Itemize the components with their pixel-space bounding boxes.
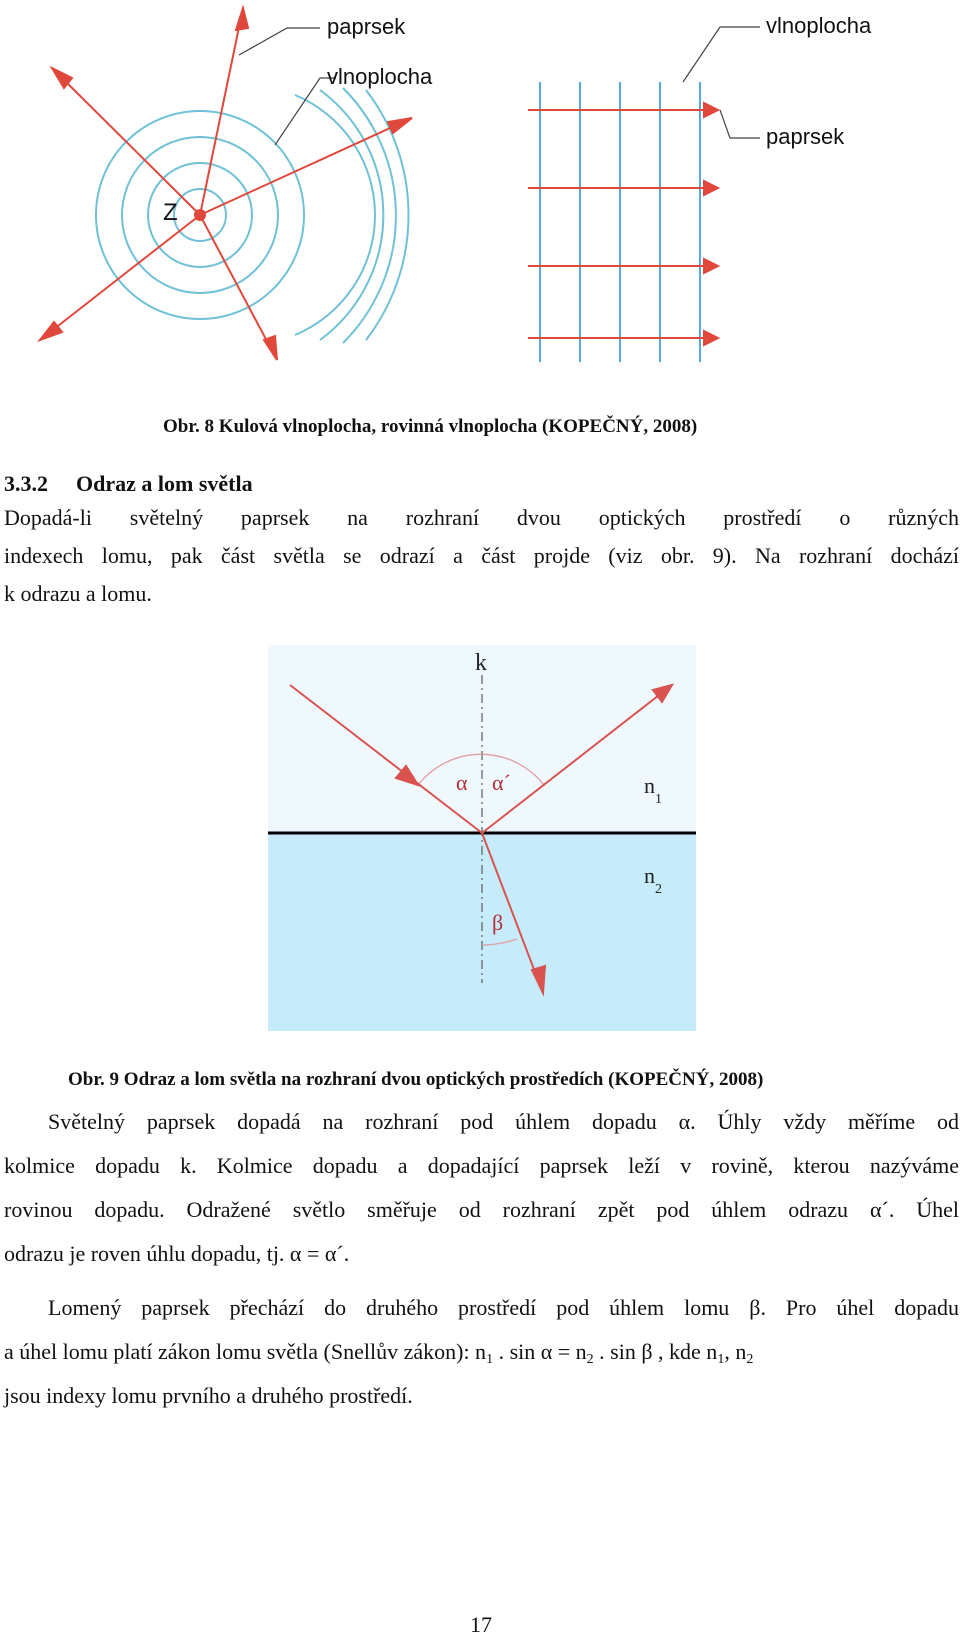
reflection-refraction-figure (268, 645, 696, 1031)
figure-9-caption: Obr. 9 Odraz a lom světla na rozhraní dvou optických prostředích (KOPEČNÝ, 2008) (68, 1069, 764, 1090)
wavefront-circles (96, 88, 409, 343)
plane-wavefront-figure (520, 0, 920, 370)
ray-label: paprsek (327, 14, 406, 39)
ray-label-right: paprsek (766, 124, 845, 149)
rays (40, 8, 412, 360)
paragraph-2-line-2: kolmice dopadu k. Kolmice dopadu a dopadající paprsek leží v rovině, kterou nazýváme (4, 1153, 959, 1178)
paragraph-1-line-3: k odrazu a lomu. (4, 581, 152, 606)
paragraph-2-line-3: rovinou dopadu. Odražené světlo směřuje od rozhraní zpět pod úhlem odrazu α´. Úhel (4, 1197, 959, 1222)
paragraph-3-line-3: jsou indexy lomu prvního a druhého prostředí. (4, 1383, 413, 1408)
n2-label: $n_2$ (644, 863, 662, 897)
figure-8-caption: Obr. 8 Kulová vlnoplocha, rovinná vlnoplocha (KOPEČNÝ, 2008) (163, 416, 698, 437)
paragraph-3-line-1: Lomený paprsek přechází do druhého prostředí pod úhlem lomu β. Pro úhel dopadu (48, 1295, 959, 1320)
normal-label: k (475, 650, 487, 676)
paragraph-2-line-4: odrazu je roven úhlu dopadu, tj. α = α´. (4, 1241, 350, 1266)
paragraph-3-line-2: a úhel lomu platí zákon lomu světla (Snellův zákon): $n_1$ . $\sin \alpha = n_2$ . sin β , kde $n_1$, $n_2$ (4, 1339, 754, 1367)
wavefront-arc (295, 95, 375, 335)
n1-label: $n_1$ (644, 773, 662, 807)
wavefront-planes (540, 82, 700, 362)
wavefront-label-right: vlnoplocha (766, 13, 872, 38)
paragraph-1-line-2: indexech lomu, pak část světla se odrazí a část projde (viz obr. 9). Na rozhraní dochází (4, 543, 959, 568)
ray (200, 118, 412, 215)
section-title: Odraz a lom světla (76, 471, 253, 496)
callout-lines (683, 27, 760, 138)
arrow-head (704, 331, 718, 345)
source-label: Z (163, 199, 178, 226)
spherical-wavefront-figure (30, 0, 490, 370)
plane-rays (528, 103, 718, 345)
paragraph-1-line-1: Dopadá-li světelný paprsek na rozhraní dvou optických prostředí o různých (4, 505, 959, 530)
wavefront-label: vlnoplocha (327, 64, 433, 89)
beta-label: β (492, 910, 504, 935)
section-heading (4, 471, 253, 497)
page-number: 17 (470, 1612, 492, 1637)
alpha-prime-label: α´ (492, 770, 511, 795)
arrow-head (704, 103, 718, 117)
ray (200, 215, 277, 360)
arrow-head (264, 336, 277, 360)
alpha-label: α (456, 770, 468, 795)
source-point (195, 210, 205, 220)
callout-lines (239, 28, 336, 145)
medium-2 (268, 833, 696, 1031)
section-number: 3.3.2 (4, 471, 48, 496)
arrow-head (704, 259, 718, 273)
arrow-head (704, 181, 718, 195)
paragraph-2-line-1: Světelný paprsek dopadá na rozhraní pod úhlem dopadu α. Úhly vždy měříme od (48, 1109, 959, 1134)
arrow-head (236, 8, 248, 30)
arrow-head (388, 118, 412, 133)
ray (40, 215, 200, 340)
